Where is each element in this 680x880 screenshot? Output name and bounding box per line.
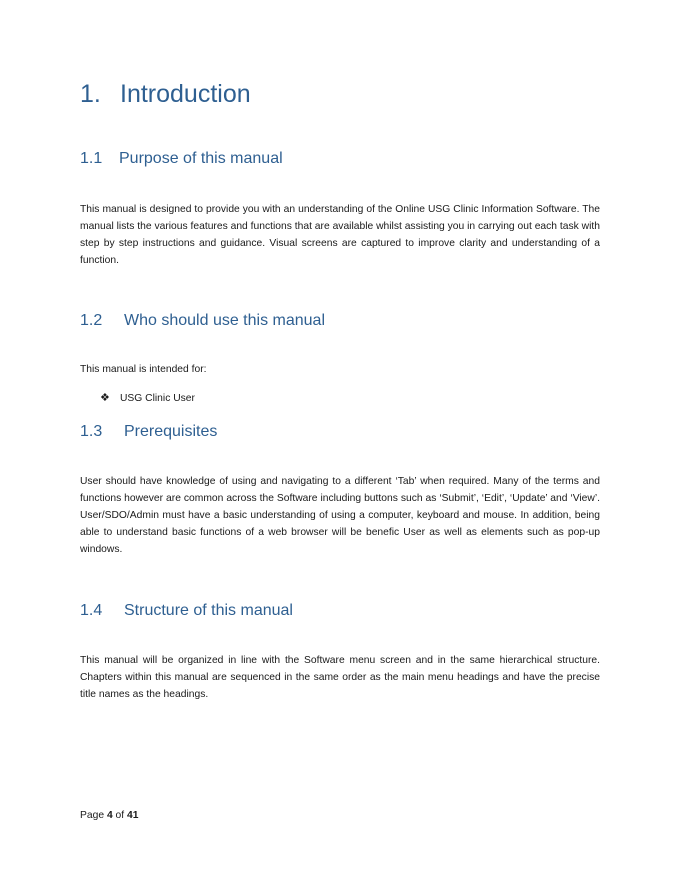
audience-intro: This manual is intended for: — [80, 364, 207, 375]
section-title: Structure of this manual — [124, 602, 293, 619]
section-number: 1.4 — [80, 602, 103, 619]
current-page-number: 4 — [106, 810, 113, 821]
diamond-bullet-icon: ❖ — [100, 392, 110, 404]
section-number: 1.2 — [80, 312, 103, 329]
prerequisites-paragraph: User should have knowledge of using and navigating to a different ‘Tab’ when required. Many of the terms and functions however are common across the Software including buttons such as ‘Submit’, ‘Edit’, ‘Update’ and ‘View’. User/SDO/Admin must have a basic understanding of using a computer, keyboard and mouse. In addition, being able to understand basic functions of a web browser will be benefic User as well as elements such as pop-up windows. — [80, 476, 600, 555]
page-footer — [80, 810, 138, 821]
page-label: Page — [80, 810, 105, 821]
list-item — [100, 391, 195, 404]
chapter-number: 1. — [80, 80, 101, 108]
total-page-number: 41 — [127, 810, 139, 821]
section-heading-audience — [80, 312, 325, 330]
section-heading-purpose — [80, 150, 283, 168]
section-title: Purpose of this manual — [119, 150, 283, 167]
chapter-heading — [80, 80, 251, 109]
structure-paragraph: This manual will be organized in line with the Software menu screen and in the same hierarchical structure. Chapters within this manual are sequenced in the same order as the main menu headings and have the precise title names as the headings. — [80, 655, 600, 700]
page-of-label: of — [115, 810, 125, 821]
section-heading-structure — [80, 602, 293, 620]
section-number: 1.1 — [80, 150, 103, 167]
section-title: Prerequisites — [124, 423, 218, 440]
chapter-title: Introduction — [120, 80, 251, 108]
section-title: Who should use this manual — [124, 312, 325, 329]
section-number: 1.3 — [80, 423, 103, 440]
section-heading-prerequisites — [80, 423, 217, 441]
purpose-paragraph: This manual is designed to provide you with an understanding of the Online USG Clinic Information Software. The manual lists the various features and functions that are available whilst assisting you in carrying out each task with step by step instructions and guidance. Visual screens are captured to improve clarity and understanding of a function. — [80, 204, 600, 266]
list-item-label: USG Clinic User — [120, 393, 195, 404]
